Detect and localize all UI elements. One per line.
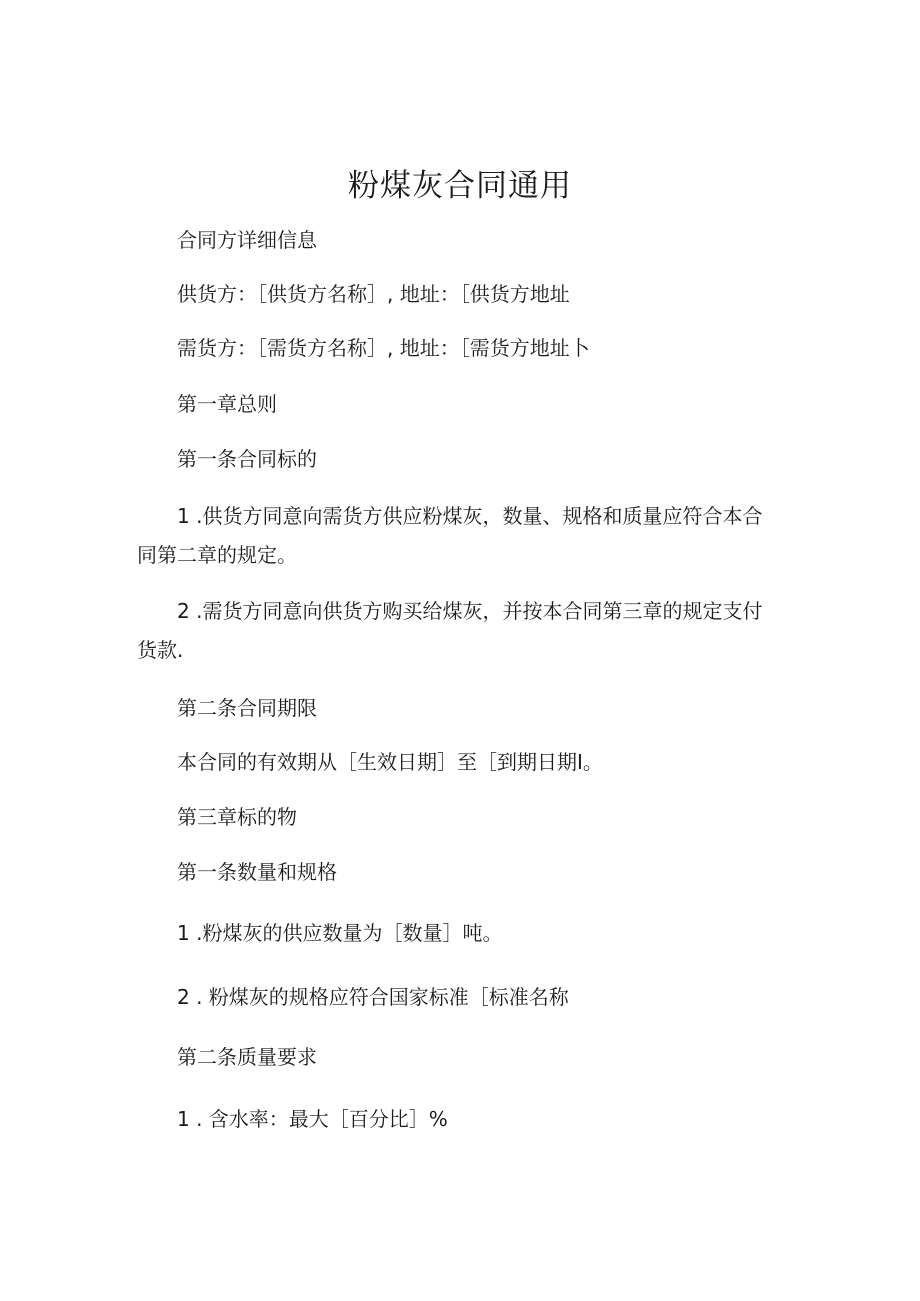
- article1-heading: 第一条合同标的: [177, 447, 317, 471]
- article2-heading: 第二条合同期限: [177, 696, 317, 720]
- quantity-heading: 第一条数量和规格: [177, 860, 337, 884]
- article1-item2: 2 .需货方同意向供货方购买给煤灰，并按本合同第三章的规定支付货款.: [137, 599, 763, 662]
- parties-heading: 合同方详细信息: [177, 228, 317, 252]
- chapter1-heading: 第一章总则: [177, 392, 277, 416]
- quantity-item2: 2 . 粉煤灰的规格应符合国家标准［标准名称: [177, 985, 569, 1009]
- supplier-line: 供货方：［供货方名称］, 地址：［供货方地址: [177, 282, 570, 306]
- quality-heading: 第二条质量要求: [177, 1045, 317, 1069]
- article2-text: 本合同的有效期从［生效日期］至［到期日期I。: [177, 750, 603, 774]
- quality-item1: 1 . 含水率：最大［百分比］%: [177, 1107, 448, 1131]
- quantity-item1: 1 .粉煤灰的供应数量为［数量］吨。: [177, 921, 503, 945]
- chapter3-heading: 第三章标的物: [177, 805, 297, 829]
- document-title: 粉煤灰合同通用: [348, 168, 572, 204]
- article1-item1: 1 .供货方同意向需货方供应粉煤灰，数量、规格和质量应符合本合同第二章的规定。: [137, 504, 763, 567]
- buyer-line: 需货方：［需货方名称］, 地址：［需货方地址卜: [177, 336, 590, 360]
